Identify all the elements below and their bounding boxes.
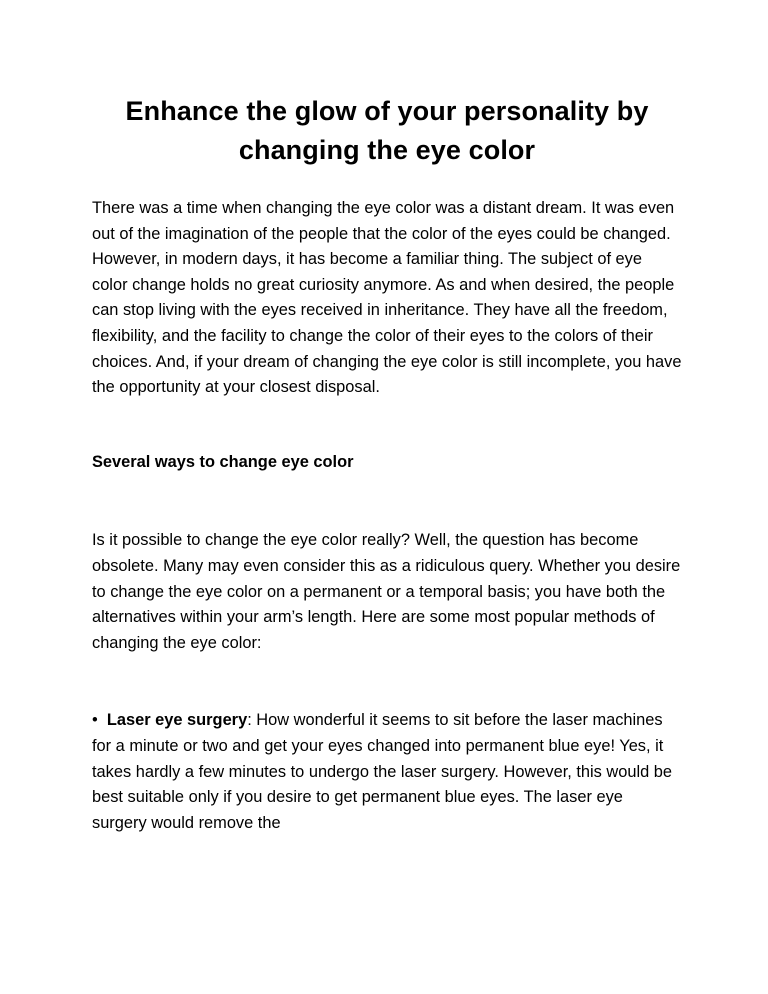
bullet-term: Laser eye surgery [106, 711, 248, 730]
document-title: Enhance the glow of your personality by changing the eye color [125, 96, 649, 165]
bullet-marker: • [92, 711, 98, 730]
section-paragraph: Is it possible to change the eye color really? Well, the question has become obsolete. Many may even consider this as a ridiculous query. Whether you desire to change the eye color on a permanent or a temporal basis; you have both the alternatives within your arm’s length. Here are some most popular methods of changing the eye color: [92, 531, 681, 652]
document-body [92, 92, 682, 836]
bullet-text: : How wonderful it seems to sit before the laser machines for a minute or two and get your eyes changed into permanent blue eye! Yes, it takes hardly a few minutes to undergo the laser surgery. However, this would be best suitable only if you desire to get permanent blue eyes. The laser eye surgery would remove the [92, 711, 673, 832]
bullet-item [92, 708, 682, 836]
section-heading: Several ways to change eye color [92, 452, 354, 471]
intro-paragraph: There was a time when changing the eye color was a distant dream. It was even out of the imagination of the people that the color of the eyes could be changed. However, in modern days, it has become a familiar thing. The subject of eye color change holds no great curiosity anymore. As and when desired, the people can stop living with the eyes received in inheritance. They have all the freedom, flexibility, and the facility to change the color of their eyes to the colors of their choices. And, if your dream of changing the eye color is still incomplete, you have the opportunity at your closest disposal. [92, 199, 682, 397]
